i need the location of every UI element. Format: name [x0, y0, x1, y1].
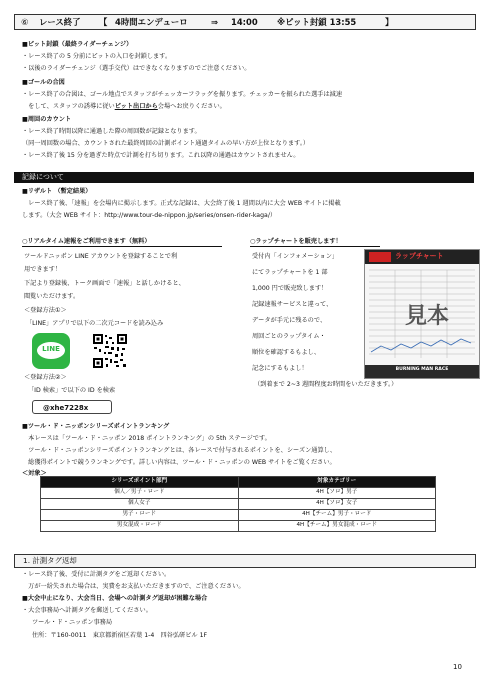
register-method-2-label: ＜登録方法②＞	[24, 374, 67, 381]
table-cell: 4H【ソロ】女子	[238, 499, 436, 510]
lap-count-line-3: ・レース終了後 15 分を過ぎた時点で計測を打ち切ります。これ以降の通過はカウントされません。	[22, 152, 300, 159]
lapchart-note: （到着まで 2~3 週間程度お時間をいただきます。）	[254, 381, 398, 388]
pit-closure-line-2: ・以後のライダーチェンジ（選手交代）はできなくなりますのでご注意ください。	[22, 65, 251, 72]
line-logo-text: LINE	[42, 345, 60, 353]
line-id-box: @xhe7228x	[32, 400, 112, 414]
arrow: ⇒	[211, 17, 219, 27]
lapchart-line-8: 記念にするもよし！	[252, 365, 308, 372]
table-cell: 4H【チーム】男女混成・ロード	[238, 521, 436, 532]
results-line-2: します。（大会 WEB サイト：http://www.tour-de-nippon.jp/series/onsen-rider-kaga/）	[22, 212, 277, 219]
table-row	[41, 521, 436, 532]
table-header-row	[41, 477, 436, 488]
register-method-2-text: 「ID 検索」で以下の ID を検索	[28, 387, 116, 394]
table-header-cell: 対象カテゴリー	[238, 477, 436, 488]
table-cell: 個人／男子・ロード	[41, 488, 239, 499]
table-cell: 4H【チーム】男子・ロード	[238, 510, 436, 521]
records-section-bar: 記録について	[14, 172, 474, 183]
realtime-line-1: ツールドニッポン LINE アカウントを登録することで利	[24, 253, 178, 260]
register-method-1-text: 「LINE」アプリで以下の二次元コードを読み込み	[26, 320, 164, 327]
goal-line-2-post: 会場へお戻りください。	[157, 103, 226, 110]
section-title: レース終了	[39, 17, 81, 27]
lapchart-line-2: にてラップチャートを 1 部	[252, 269, 328, 276]
end-time: 14:00	[231, 17, 258, 27]
ranking-table	[40, 476, 436, 532]
lapchart-line-3: 1,000 円で販売致します！	[252, 285, 328, 292]
pit-closure-heading: ■ピット封鎖（最終ライダーチェンジ）	[22, 41, 133, 48]
line-logo-icon	[32, 333, 70, 369]
lap-count-line-2: （同一周回数の場合、カウントされた最終周回の計測ポイント通過タイムの早い方が上位となります。）	[22, 140, 310, 147]
table-row	[41, 499, 436, 510]
ranking-target-label: ＜対象＞	[22, 470, 47, 477]
page-number: 10	[453, 663, 462, 671]
section-header	[14, 14, 476, 30]
bracket-open: 【	[99, 17, 108, 27]
table-cell: 男子・ロード	[41, 510, 239, 521]
lapchart-sample-stamp: 見本	[405, 304, 450, 329]
event-name: 4時間エンデューロ	[115, 17, 188, 27]
lapchart-sample-footer: BURNING MAN RACE	[395, 367, 449, 372]
bracket-close: 】	[385, 17, 394, 27]
ranking-line-1: 本レースは「ツール・ド・ニッポン 2018 ポイントランキング」の 5th ステージです。	[22, 435, 271, 442]
timing-tag-line-2: 万が一紛失された場合は、実費をお支払いただきますので、ご注意ください。	[22, 583, 245, 590]
ranking-line-2: ツール・ド・ニッポンシリーズポイントランキングとは、各レースで付与されるポイントを、シーズン通算し、	[22, 447, 337, 454]
lapchart-line-7: 順位を確認するもよし、	[252, 349, 321, 356]
lapchart-line-1: 受付内「インフォメーション」	[252, 253, 339, 260]
realtime-heading: ○リアルタイム速報をご利用できます（無料）	[22, 238, 222, 247]
timing-tag-line-1: ・レース終了後、受付に計測タグをご返却ください。	[22, 571, 171, 578]
timing-tag-address: 住所：〒160-0011 東京都新宿区若葉 1-4 四谷弘研ビル 1F	[32, 632, 208, 639]
results-heading: ■リザルト （暫定結果）	[22, 188, 92, 195]
realtime-line-2: 用できます！	[24, 266, 62, 273]
lapchart-line-4: 記録速報サービスと違って、	[252, 301, 333, 308]
realtime-line-4: 閲覧いただけます。	[24, 293, 80, 300]
goal-line-2	[22, 103, 226, 111]
lapchart-heading: ○ラップチャートを販売します！	[250, 238, 380, 247]
timing-tag-heading: ■大会中止になり、大会当日、会場への計測タグ返却が困難な場合	[22, 595, 208, 602]
table-row	[41, 510, 436, 521]
table-header-cell: シリーズポイント部門	[41, 477, 239, 488]
goal-heading: ■ゴールの合図	[22, 79, 65, 86]
results-line-1: レース終了後、「速報」を会場内に掲示します。正式な記録は、大会終了後 1 週間以内に大会 WEB サイトに掲載	[22, 200, 341, 207]
ranking-heading: ■ツール・ド・ニッポンシリーズポイントランキング	[22, 423, 170, 430]
timing-tag-bar	[14, 554, 476, 568]
ranking-line-3: 総獲得ポイントで競うランキングです。詳しい内容は、ツール・ド・ニッポンの WEB サイトをご覧ください。	[22, 459, 336, 466]
table-cell: 男女混成・ロード	[41, 521, 239, 532]
qr-code-icon[interactable]	[92, 333, 128, 369]
pit-closure-line-1: ・レース終了の 5 分前にピットの入口を封鎖します。	[22, 53, 172, 60]
timing-tag-mail: ・大会事務局へ計測タグを郵送してください。	[22, 607, 152, 614]
pit-closure-note: ※ピット封鎖 13:55	[277, 17, 357, 27]
lapchart-line-6: 周回ごとのラップタイム・	[252, 333, 326, 340]
table-cell: 4H【ソロ】男子	[238, 488, 436, 499]
section-number: ⑥	[21, 17, 29, 27]
realtime-line-3: 下記より登録後、トーク画面で「速報」と話しかけると、	[24, 280, 185, 287]
register-method-1-label: ＜登録方法①＞	[24, 307, 67, 314]
goal-line-2-pre: をして、スタッフの誘導に従い	[22, 103, 115, 110]
timing-tag-bar-title: 1. 計測タグ返却	[23, 556, 77, 565]
goal-line-2-emphasis: ピット出口から	[114, 103, 158, 110]
goal-line-1: ・レース終了の合図は、ゴール地点でスタッフがチェッカーフラッグを振ります。チェッカーを振られた選手は減速	[22, 91, 343, 98]
lap-count-line-1: ・レース終了時間以降に通過した際の周回数が記録となります。	[22, 128, 201, 135]
lap-count-heading: ■周回のカウント	[22, 116, 72, 123]
lapchart-sample-image	[364, 249, 480, 379]
timing-tag-office: ツール・ド・ニッポン事務局	[32, 619, 113, 626]
table-cell: 個人女子	[41, 499, 239, 510]
lapchart-line-5: データが手元に残るので、	[252, 317, 327, 324]
lapchart-sample-title: ラップチャート	[395, 252, 444, 260]
table-row	[41, 488, 436, 499]
